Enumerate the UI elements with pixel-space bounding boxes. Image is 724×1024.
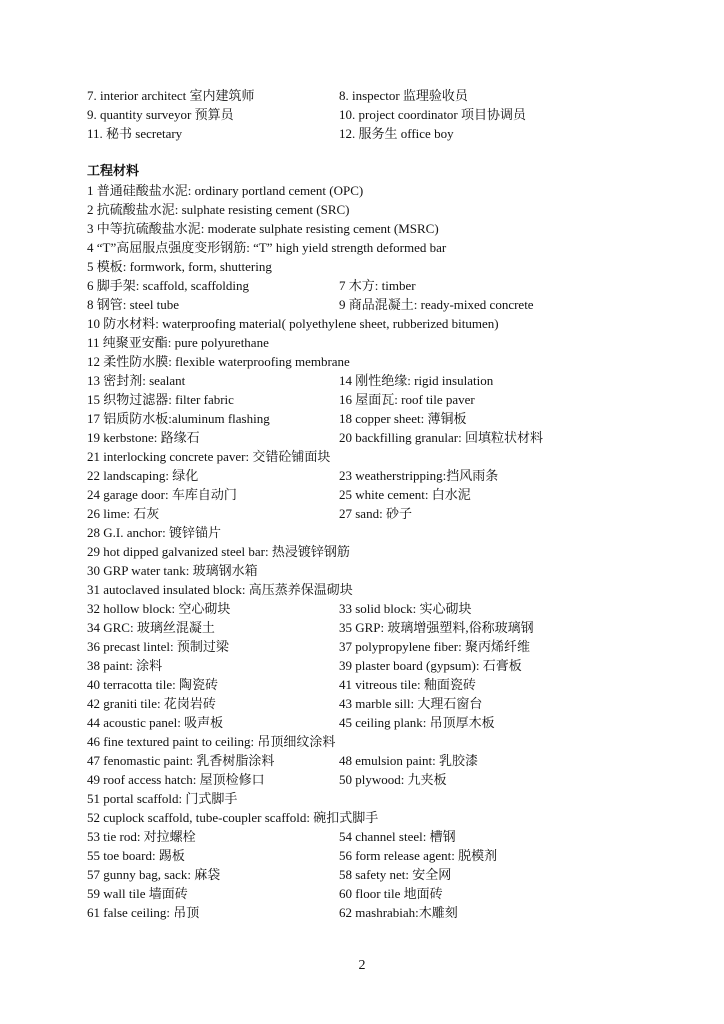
list-item [87,618,687,637]
list-item-right: 35 GRP: 玻璃增强塑料,俗称玻璃钢 [339,620,534,635]
list-item [87,903,687,922]
list-item-right: 58 safety net: 安全网 [339,867,452,882]
list-item-left: 38 paint: 涂料 [87,658,163,673]
list-item [87,599,687,618]
list-item-text: 2 抗硫酸盐水泥: sulphate resisting cement (SRC) [87,202,350,217]
list-item [87,846,687,865]
list-item [87,827,687,846]
list-item-left: 24 garage door: 车库自动门 [87,487,237,502]
list-item [87,276,687,295]
list-item [87,789,687,808]
list-item [87,675,687,694]
list-item [87,884,687,903]
list-item-left: 40 terracotta tile: 陶瓷砖 [87,677,219,692]
list-item-text: 5 模板: formwork, form, shuttering [87,259,272,274]
list-item [87,694,687,713]
list-item-right: 60 floor tile 地面砖 [339,886,443,901]
list-item-left: 26 lime: 石灰 [87,506,160,521]
list-item-text: 4 “T”高屈服点强度变形钢筋: “T” high yield strength deformed bar [87,240,447,255]
list-item-right: 48 emulsion paint: 乳胶漆 [339,753,479,768]
list-item-right: 56 form release agent: 脱模剂 [339,848,498,863]
list-item-text: 28 G.I. anchor: 镀锌锚片 [87,525,221,540]
list-item-text: 10 防水材料: waterproofing material( polyethylene sheet, rubberized bitumen) [87,316,499,331]
list-item [87,561,687,580]
list-item-right: 9 商品混凝土: ready-mixed concrete [339,297,534,312]
list-item [87,751,687,770]
list-item [87,352,687,371]
list-item [87,656,687,675]
list-item-right: 50 plywood: 九夹板 [339,772,447,787]
list-item-left: 61 false ceiling: 吊顶 [87,905,200,920]
list-item-right: 27 sand: 砂子 [339,506,412,521]
list-item [87,86,687,105]
list-item-right: 45 ceiling plank: 吊顶厚木板 [339,715,495,730]
list-item-right: 16 屋面瓦: roof tile paver [339,392,475,407]
document-page [87,86,687,922]
list-item [87,333,687,352]
materials-list [87,181,687,922]
list-item-left: 6 脚手架: scaffold, scaffolding [87,278,249,293]
list-item [87,219,687,238]
list-item-right: 39 plaster board (gypsum): 石膏板 [339,658,522,673]
list-item [87,580,687,599]
list-item [87,713,687,732]
list-item-right: 10. project coordinator 项目协调员 [339,107,527,122]
list-item-left: 49 roof access hatch: 屋顶检修口 [87,772,265,787]
list-item [87,637,687,656]
list-item [87,447,687,466]
list-item-left: 42 graniti tile: 花岗岩砖 [87,696,216,711]
list-item [87,808,687,827]
spacer [87,143,687,162]
list-item-right: 43 marble sill: 大理石窗台 [339,696,483,711]
list-item [87,409,687,428]
list-item [87,542,687,561]
list-item-left: 9. quantity surveyor 预算员 [87,107,234,122]
list-item-right: 18 copper sheet: 薄铜板 [339,411,467,426]
list-item-left: 11. 秘书 secretary [87,126,183,141]
list-item-text: 3 中等抗硫酸盐水泥: moderate sulphate resisting cement (MSRC) [87,221,439,236]
list-item-text: 30 GRP water tank: 玻璃钢水箱 [87,563,258,578]
list-item-right: 12. 服务生 office boy [339,126,454,141]
list-item-left: 19 kerbstone: 路缘石 [87,430,200,445]
list-item [87,200,687,219]
list-item-left: 59 wall tile 墙面砖 [87,886,188,901]
list-item-right: 54 channel steel: 槽钢 [339,829,456,844]
list-item [87,371,687,390]
list-item [87,124,687,143]
list-item-right: 25 white cement: 白水泥 [339,487,471,502]
list-item-left: 8 钢管: steel tube [87,297,180,312]
list-item-left: 47 fenomastic paint: 乳香树脂涂料 [87,753,275,768]
list-item-text: 21 interlocking concrete paver: 交错砼铺面块 [87,449,331,464]
list-item-right: 23 weatherstripping:挡风雨条 [339,468,499,483]
list-item-left: 34 GRC: 玻璃丝混凝土 [87,620,215,635]
roles-list [87,86,687,143]
list-item-right: 7 木方: timber [339,278,416,293]
list-item [87,390,687,409]
list-item-left: 57 gunny bag, sack: 麻袋 [87,867,221,882]
list-item [87,295,687,314]
list-item-left: 22 landscaping: 绿化 [87,468,199,483]
list-item-right: 14 刚性绝缘: rigid insulation [339,373,494,388]
list-item-right: 8. inspector 监理验收员 [339,88,468,103]
list-item-left: 55 toe board: 踢板 [87,848,185,863]
list-item [87,238,687,257]
list-item [87,865,687,884]
list-item-left: 36 precast lintel: 预制过梁 [87,639,229,654]
list-item-left: 15 织物过滤器: filter fabric [87,392,234,407]
list-item-text: 12 柔性防水膜: flexible waterproofing membrane [87,354,350,369]
list-item [87,485,687,504]
list-item [87,504,687,523]
section-title: 工程材料 [87,164,140,179]
list-item-left: 13 密封剂: sealant [87,373,186,388]
list-item-text: 31 autoclaved insulated block: 高压蒸养保温砌块 [87,582,353,597]
list-item-right: 33 solid block: 实心砌块 [339,601,472,616]
list-item-left: 17 铝质防水板:aluminum flashing [87,411,270,426]
list-item [87,523,687,542]
list-item-right: 41 vitreous tile: 釉面瓷砖 [339,677,476,692]
list-item-right: 20 backfilling granular: 回填粒状材料 [339,430,543,445]
list-item-text: 29 hot dipped galvanized steel bar: 热浸镀锌钢筋 [87,544,350,559]
list-item [87,105,687,124]
list-item [87,732,687,751]
list-item-text: 1 普通硅酸盐水泥: ordinary portland cement (OPC) [87,183,364,198]
list-item [87,428,687,447]
list-item-left: 32 hollow block: 空心砌块 [87,601,231,616]
list-item [87,181,687,200]
list-item-left: 53 tie rod: 对拉螺栓 [87,829,196,844]
list-item-text: 51 portal scaffold: 门式脚手 [87,791,238,806]
list-item-text: 52 cuplock scaffold, tube-coupler scaffold: 碗扣式脚手 [87,810,379,825]
list-item-text: 46 fine textured paint to ceiling: 吊顶细纹涂料 [87,734,336,749]
list-item-right: 37 polypropylene fiber: 聚丙烯纤维 [339,639,530,654]
list-item [87,770,687,789]
list-item-text: 11 纯聚亚安酯: pure polyurethane [87,335,269,350]
list-item [87,466,687,485]
list-item-right: 62 mashrabiah:木雕刻 [339,905,458,920]
list-item [87,257,687,276]
list-item-left: 7. interior architect 室内建筑师 [87,88,255,103]
page-number: 2 [358,958,366,973]
list-item-left: 44 acoustic panel: 吸声板 [87,715,224,730]
list-item [87,314,687,333]
